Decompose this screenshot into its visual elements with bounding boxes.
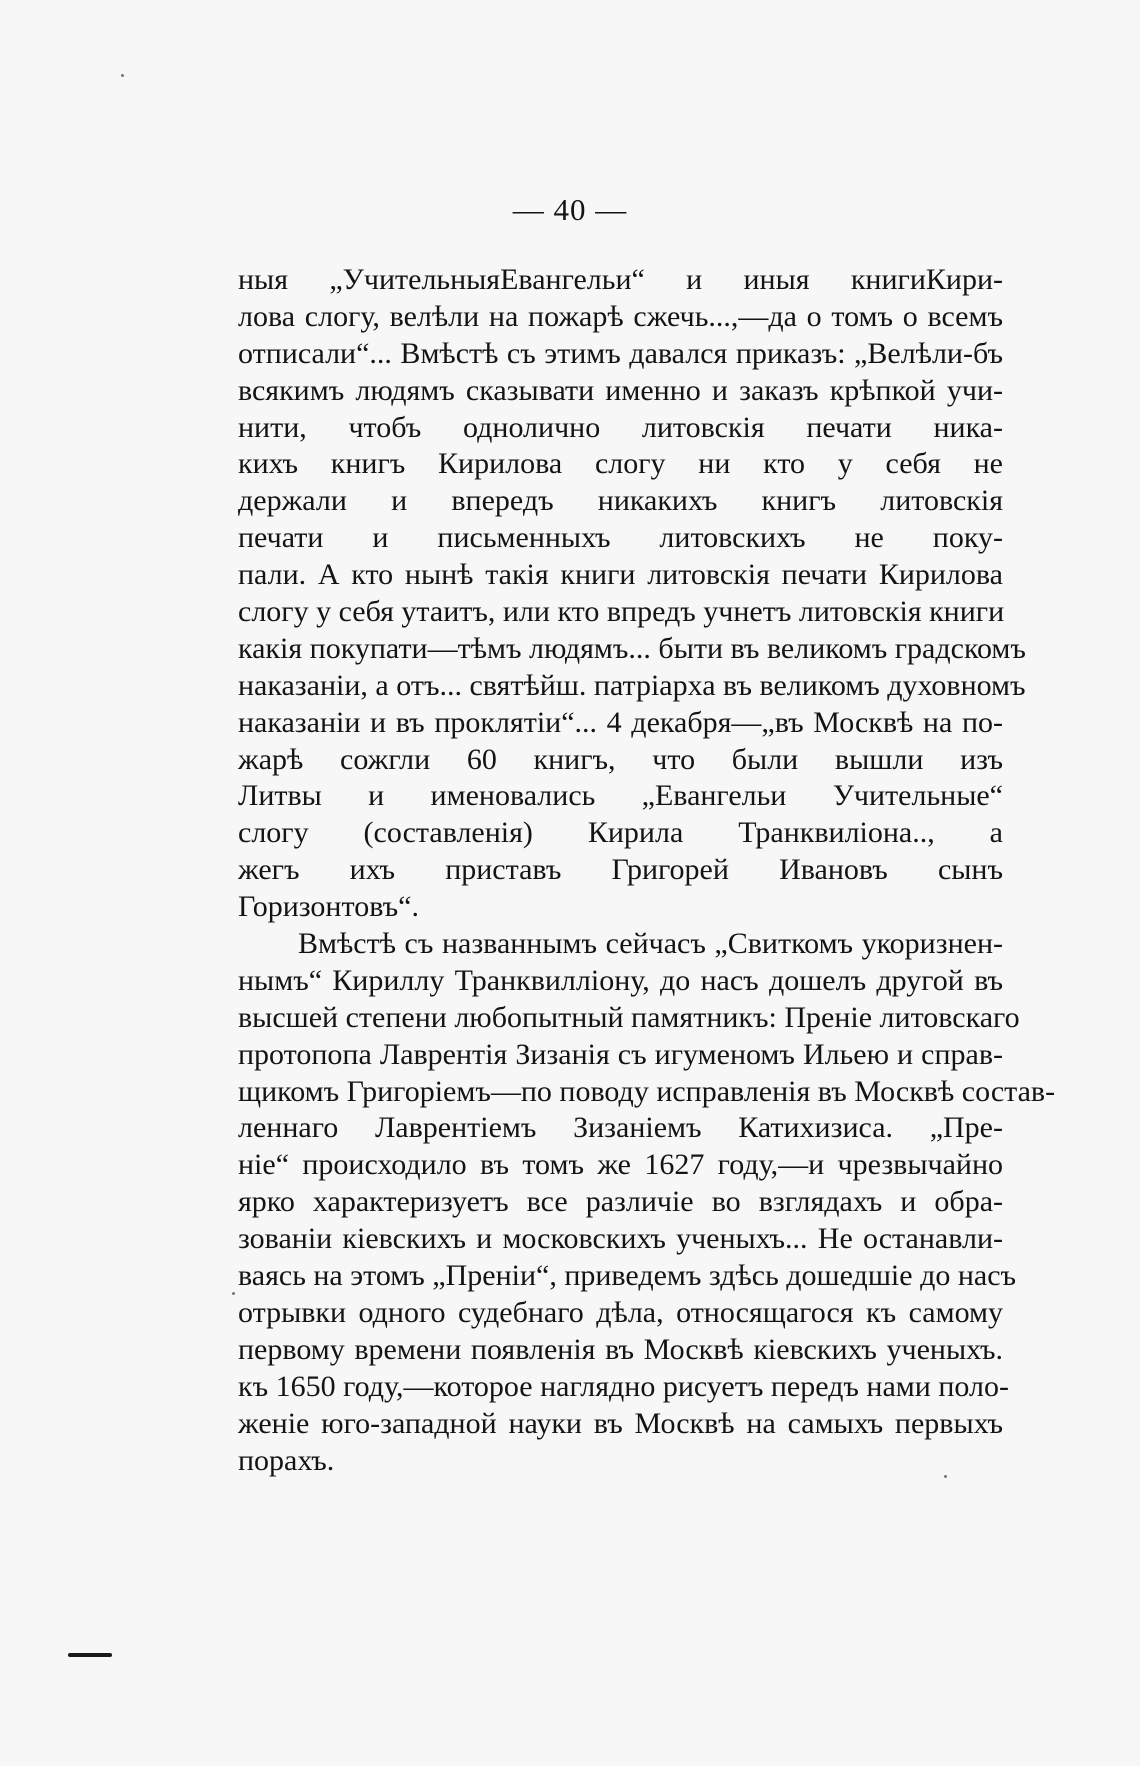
text-line: высшей степени любопытный памятникъ: Преніе литовскаго — [238, 1000, 1020, 1034]
text-line: жегъ ихъ приставъ Григорей Ивановъ сынъ — [238, 853, 1003, 887]
text-line: женіе юго-западной науки въ Москвѣ на самыхъ первыхъ — [238, 1406, 1003, 1440]
text-line: кихъ книгъ Кирилова слогу ни кто у себя не — [238, 447, 1003, 481]
paper-speck — [944, 1475, 947, 1478]
text-line: щикомъ Григоріемъ—по поводу исправленія въ Москвѣ состав- — [238, 1074, 1056, 1108]
text-line: жарѣ сожгли 60 книгъ, что были вышли изъ — [238, 742, 1003, 776]
text-line: къ 1650 году,—которое наглядно рисуетъ передъ нами поло- — [238, 1369, 1009, 1403]
margin-ink-mark — [68, 1653, 112, 1657]
text-line: леннаго Лаврентіемъ Зизаніемъ Катихизиса. „Пре- — [238, 1111, 1003, 1145]
text-line: протопопа Лаврентія Зизанія съ игуменомъ Ильею и справ- — [238, 1037, 1003, 1071]
text-line: Горизонтовъ“. — [238, 890, 419, 924]
text-line: нымъ“ Кириллу Транквилліону, до насъ дошелъ другой въ — [238, 963, 1003, 997]
text-line: нити, чтобъ однолично литовскія печати ника- — [238, 410, 1003, 444]
text-line: ярко характеризуетъ все различіе во взглядахъ и обра- — [238, 1185, 1003, 1219]
paper-speck — [232, 1292, 235, 1295]
text-line: Вмѣстѣ съ названнымъ сейчасъ „Свиткомъ укоризнен- — [298, 927, 1003, 961]
text-line: отрывки одного судебнаго дѣла, относящагося къ самому — [238, 1295, 1003, 1329]
body-text — [238, 262, 1056, 1479]
text-line: ныя „УчительныяЕвангельи“ и иныя книгиКири- — [238, 263, 1003, 296]
paper-speck — [121, 74, 124, 77]
text-line: отписали“... Вмѣстѣ съ этимъ давался приказъ: „Велѣли-бъ — [238, 336, 1003, 370]
text-line: зованіи кіевскихъ и московскихъ ученыхъ... Не останавли- — [238, 1222, 1003, 1256]
text-line: ніе“ происходило въ томъ же 1627 году,—и чрезвычайно — [238, 1148, 1003, 1182]
text-line: порахъ. — [238, 1443, 335, 1477]
text-line: лова слогу, велѣли на пожарѣ сжечь...,—да о томъ о всемъ — [238, 299, 1003, 333]
text-line: всякимъ людямъ сказывати именно и заказъ крѣпкой учи- — [238, 373, 1003, 407]
text-line: ваясь на этомъ „Преніи“, приведемъ здѣсь дошедшіе до насъ — [238, 1259, 1017, 1293]
text-line: наказаніи и въ проклятіи“... 4 декабря—„въ Москвѣ на по- — [238, 705, 1003, 739]
text-line: наказаніи, а отъ... святѣйш. патріарха въ великомъ духовномъ — [238, 668, 1026, 702]
text-line: пали. А кто нынѣ такія книги литовскія печати Кирилова — [238, 558, 1003, 592]
text-line: печати и письменныхъ литовскихъ не поку- — [238, 521, 1003, 555]
text-line: первому времени появленія въ Москвѣ кіевскихъ ученыхъ. — [238, 1332, 1003, 1366]
text-line: держали и впередъ никакихъ книгъ литовскія — [238, 484, 1003, 518]
text-line: какія покупати—тѣмъ людямъ... быти въ великомъ градскомъ — [238, 631, 1026, 665]
text-line: слогу (составленія) Кирила Транквиліона.., а — [238, 816, 1003, 850]
text-line: Литвы и именовались „Евангельи Учительные“ — [238, 779, 1003, 813]
page-number: — 40 — — [512, 192, 628, 227]
text-line: слогу у себя утаитъ, или кто впредъ учнетъ литовскія книги — [238, 595, 1005, 629]
